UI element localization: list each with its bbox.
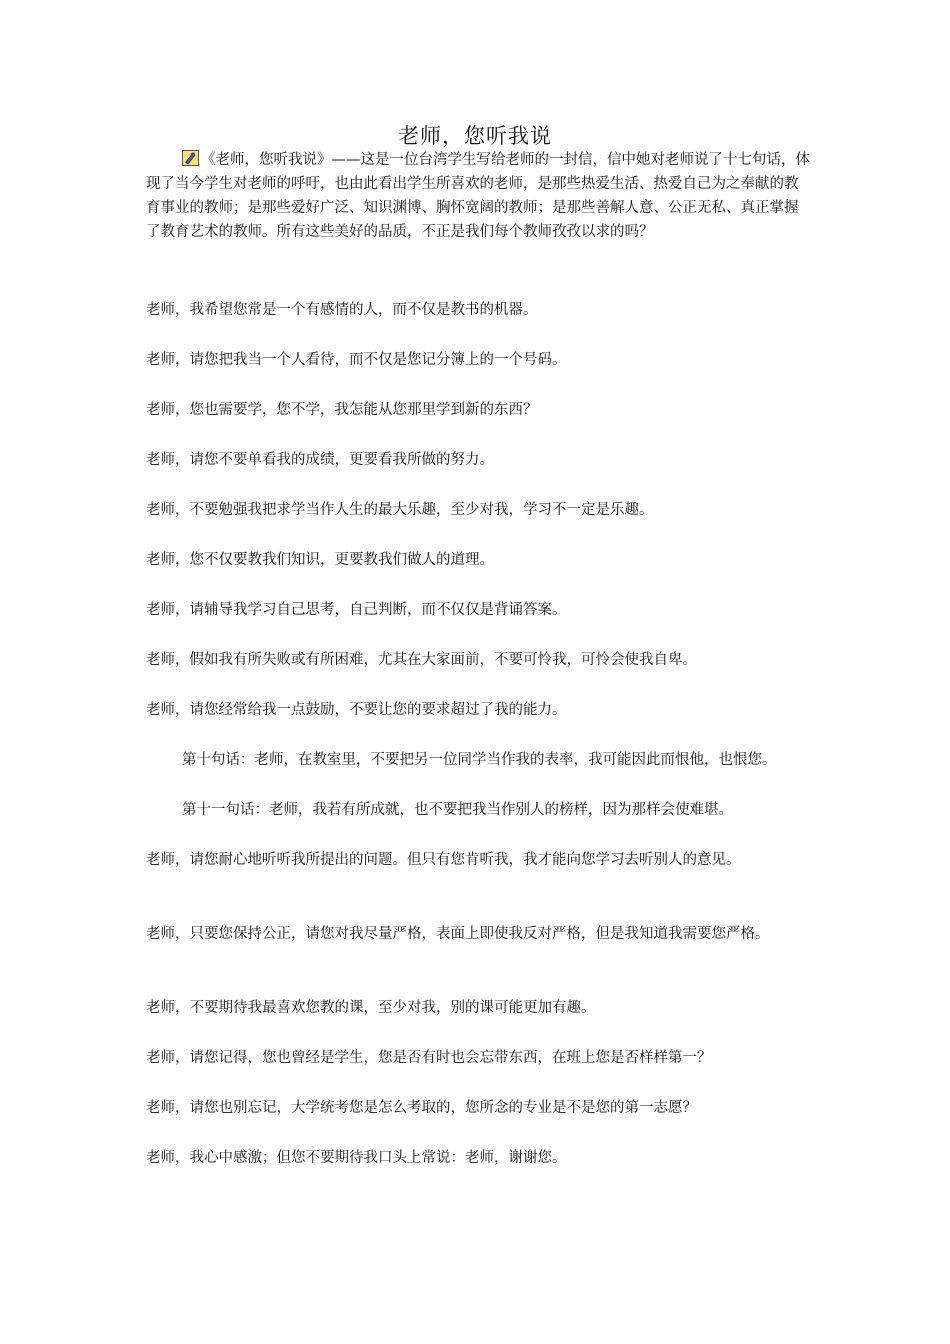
sentence-4: 老师，请您不要单看我的成绩，更要看我所做的努力。 — [146, 452, 494, 468]
intro-paragraph — [146, 148, 812, 244]
sentence-7: 老师，请辅导我学习自己思考，自己判断，而不仅仅是背诵答案。 — [146, 602, 567, 618]
sentence-16: 老师，请您也别忘记，大学统考您是怎么考取的，您所念的专业是不是您的第一志愿？ — [146, 1100, 697, 1116]
sentence-11: 第十一句话：老师，我若有所成就，也不要把我当作别人的榜样，因为那样会使难堪。 — [182, 802, 733, 818]
sentence-3: 老师，您也需要学，您不学，我怎能从您那里学到新的东西？ — [146, 402, 538, 418]
intro-text: 《老师，您听我说》——这是一位台湾学生写给老师的一封信，信中她对老师说了十七句话，体现了当今学生对老师的呼吁，也由此看出学生所喜欢的老师，是那些热爱生活、热爱自己为之奉献的教育事业的教师；是那些爱好广泛、知识渊博、胸怀宽阔的教师；是那些善解人意、公正无私、真正掌握了教育艺术的教师。所有这些美好的品质，不正是我们每个教师孜孜以求的吗？ — [146, 152, 810, 240]
sentence-13: 老师，只要您保持公正，请您对我尽量严格，表面上即使我反对严格，但是我知道我需要您严格。 — [146, 926, 770, 942]
sentence-10: 第十句话：老师，在教室里，不要把另一位同学当作我的表率，我可能因此而恨他，也恨您。 — [182, 752, 777, 768]
edit-note-icon — [182, 150, 199, 166]
sentence-15: 老师，请您记得，您也曾经是学生，您是否有时也会忘带东西，在班上您是否样样第一？ — [146, 1050, 712, 1066]
sentence-14: 老师，不要期待我最喜欢您教的课，至少对我，别的课可能更加有趣。 — [146, 1000, 596, 1016]
sentence-8: 老师，假如我有所失败或有所困难，尤其在大家面前，不要可怜我，可怜会使我自卑。 — [146, 652, 697, 668]
sentence-12: 老师，请您耐心地听听我所提出的问题。但只有您肯听我，我才能向您学习去听别人的意见。 — [146, 852, 741, 868]
sentence-17: 老师，我心中感激；但您不要期待我口头上常说：老师，谢谢您。 — [146, 1150, 567, 1166]
sentence-1: 老师，我希望您常是一个有感情的人，而不仅是教书的机器。 — [146, 302, 538, 318]
sentence-5: 老师，不要勉强我把求学当作人生的最大乐趣，至少对我，学习不一定是乐趣。 — [146, 502, 654, 518]
document-title: 老师，您听我说 — [398, 124, 552, 148]
sentence-9: 老师，请您经常给我一点鼓励，不要让您的要求超过了我的能力。 — [146, 702, 567, 718]
sentence-6: 老师，您不仅要教我们知识，更要教我们做人的道理。 — [146, 552, 494, 568]
sentence-2: 老师，请您把我当一个人看待，而不仅是您记分簿上的一个号码。 — [146, 352, 567, 368]
